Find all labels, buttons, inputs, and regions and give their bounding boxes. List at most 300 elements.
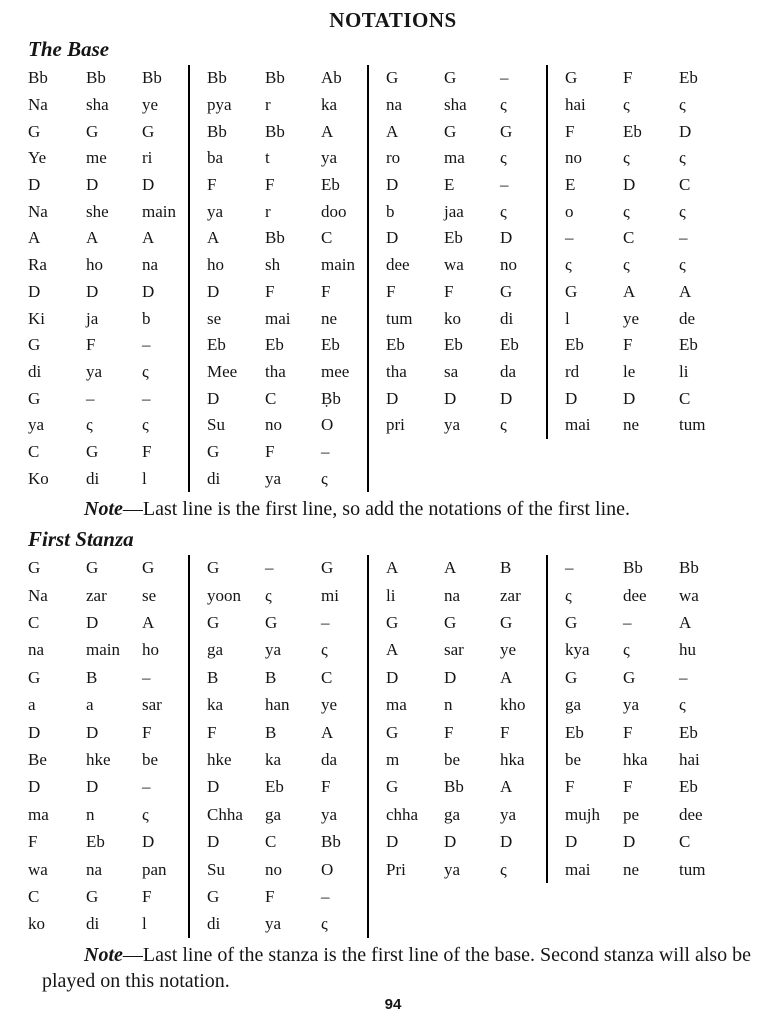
note-label: Note — [84, 498, 123, 520]
notation-cell: A — [679, 613, 692, 633]
notation-cell: ς — [321, 640, 328, 660]
notation-cell: ya — [500, 804, 517, 824]
notation-cell: D — [28, 722, 41, 742]
notation-cell: Na — [28, 95, 48, 115]
notation-cell: G — [86, 121, 99, 141]
notation-cell: han — [265, 695, 290, 715]
notation-cell: D — [207, 832, 220, 852]
notation-cell: kya — [565, 640, 590, 660]
notation-cell: ya — [321, 804, 338, 824]
notation-cell: r — [265, 201, 271, 221]
notation-cell: G — [28, 121, 41, 141]
notation-cell: ς — [500, 415, 507, 435]
notation-cell: pe — [623, 804, 640, 824]
notation-cell: mai — [565, 415, 591, 435]
notation-cell: A — [386, 121, 399, 141]
notation-cell: ς — [86, 415, 93, 435]
notation-cell: Bb — [265, 228, 285, 248]
notation-cell: F — [207, 175, 217, 195]
notation-cell: F — [623, 335, 633, 355]
notation-cell: ne — [623, 415, 640, 435]
notation-cell: A — [386, 558, 399, 578]
notation-cell: n — [444, 695, 453, 715]
notation-cell: di — [86, 468, 100, 488]
notation-cell: D — [500, 228, 513, 248]
section-heading-first-stanza: First Stanza — [28, 526, 134, 551]
notation-cell: mee — [321, 361, 350, 381]
notation-cell: Eb — [679, 722, 698, 742]
notation-cell: sa — [444, 361, 459, 381]
notation-cell: F — [623, 722, 633, 742]
notation-cell: Bb — [142, 68, 162, 88]
notation-cell: ς — [142, 415, 149, 435]
notation-cell: main — [142, 201, 176, 221]
note-label: Note — [84, 944, 123, 967]
notation-cell: C — [265, 388, 277, 408]
notation-cell: be — [142, 750, 159, 770]
notation-cell: A — [679, 281, 692, 301]
notation-cell: ς — [565, 585, 572, 605]
notation-cell: F — [623, 68, 633, 88]
notation-cell: hai — [565, 95, 586, 115]
notation-cell: ς — [623, 255, 630, 275]
notation-cell: D — [500, 388, 513, 408]
notation-cell: ye — [142, 95, 159, 115]
notation-cell: ς — [623, 148, 630, 168]
notation-cell: – — [679, 667, 688, 687]
notation-cell: na — [28, 640, 45, 660]
notation-cell: ς — [500, 148, 507, 168]
notation-cell: F — [265, 175, 275, 195]
notation-cell: tha — [265, 361, 286, 381]
notation-cell: zar — [86, 585, 107, 605]
notation-cell: D — [86, 175, 99, 195]
notation-cell: ka — [321, 95, 338, 115]
notation-cell: D — [679, 121, 692, 141]
notation-cell: G — [142, 558, 155, 578]
notation-cell: Eb — [565, 722, 584, 742]
notation-cell: F — [207, 722, 217, 742]
notation-cell: C — [679, 388, 691, 408]
notation-cell: F — [86, 335, 96, 355]
notation-cell: Bb — [321, 832, 341, 852]
notation-cell: ga — [565, 695, 582, 715]
notation-cell: A — [207, 228, 220, 248]
notation-cell: A — [86, 228, 99, 248]
notation-cell: a — [28, 695, 36, 715]
notation-cell: mujh — [565, 804, 600, 824]
notation-cell: hke — [207, 750, 232, 770]
notation-cell: ya — [623, 695, 640, 715]
notation-cell: A — [28, 228, 41, 248]
notation-cell: ς — [679, 201, 686, 221]
notation-group — [369, 555, 548, 884]
section-heading-base: The Base — [28, 37, 110, 61]
notation-cell: pri — [386, 415, 405, 435]
notation-cell: Na — [28, 585, 48, 605]
notation-cell: dee — [679, 804, 703, 824]
notation-cell: da — [500, 361, 517, 381]
notation-cell: C — [265, 832, 277, 852]
notation-cell: na — [86, 859, 103, 879]
notation-cell: A — [321, 121, 334, 141]
notation-cell: hai — [679, 750, 700, 770]
notation-cell: C — [28, 441, 40, 461]
notation-cell: – — [565, 228, 574, 248]
notation-cell: F — [265, 886, 275, 906]
notation-cell: G — [500, 613, 513, 633]
notation-cell: Ab — [321, 68, 342, 88]
notation-cell: D — [207, 281, 220, 301]
notation-group — [28, 65, 190, 492]
notation-cell: D — [500, 832, 513, 852]
notation-cell: F — [623, 777, 633, 797]
notation-cell: Bb — [444, 777, 464, 797]
notation-cell: A — [142, 613, 155, 633]
notation-cell: D — [86, 722, 99, 742]
notation-cell: F — [444, 281, 454, 301]
notation-cell: sh — [265, 255, 281, 275]
notation-cell: B — [500, 558, 512, 578]
notation-cell: Bb — [623, 558, 643, 578]
notation-cell: be — [444, 750, 461, 770]
notation-cell: G — [28, 388, 41, 408]
notation-cell: na — [386, 95, 403, 115]
notation-cell: E — [444, 175, 455, 195]
notation-cell: F — [142, 722, 152, 742]
notation-cell: G — [207, 558, 220, 578]
notation-cell: ya — [207, 201, 224, 221]
notation-cell: D — [142, 832, 155, 852]
notation-cell: di — [86, 914, 100, 934]
notation-cell: B — [265, 667, 277, 687]
notation-group — [190, 65, 369, 492]
notation-cell: ς — [142, 361, 149, 381]
notation-cell: Pri — [386, 859, 406, 879]
notation-cell: ko — [28, 914, 45, 934]
notation-cell: mai — [565, 859, 591, 879]
notation-cell: D — [142, 175, 155, 195]
notation-table-first-stanza — [28, 555, 758, 938]
notation-cell: G — [142, 121, 155, 141]
notation-cell: G — [444, 613, 457, 633]
notation-cell: C — [679, 175, 691, 195]
notation-cell: ς — [679, 255, 686, 275]
notation-cell: G — [386, 777, 399, 797]
notation-cell: D — [623, 388, 636, 408]
notation-cell: ya — [265, 468, 282, 488]
note-text: —Last line is the first line, so add the notations of the first line. — [122, 498, 631, 520]
notation-cell: – — [679, 228, 688, 248]
notation-cell: Ko — [28, 468, 49, 488]
notation-cell: no — [500, 255, 517, 275]
notation-cell: Su — [207, 415, 225, 435]
notation-cell: B — [86, 667, 98, 687]
notation-cell: – — [565, 558, 574, 578]
notation-cell: G — [28, 558, 41, 578]
notation-cell: ς — [265, 585, 272, 605]
notation-cell: A — [142, 228, 155, 248]
notation-cell: wa — [444, 255, 464, 275]
notation-cell: rd — [565, 361, 580, 381]
notation-cell: G — [207, 886, 220, 906]
notation-cell: ga — [444, 804, 461, 824]
notation-cell: Bb — [28, 68, 48, 88]
notation-cell: G — [265, 613, 278, 633]
notation-cell: ya — [265, 914, 282, 934]
notation-cell: se — [142, 585, 157, 605]
notation-cell: C — [623, 228, 635, 248]
notation-cell: Be — [28, 750, 47, 770]
notation-cell: D — [28, 281, 41, 301]
notation-cell: F — [265, 441, 275, 461]
notation-cell: ro — [386, 148, 401, 168]
notation-group — [28, 555, 190, 938]
notation-cell: me — [86, 148, 107, 168]
notation-cell: wa — [28, 859, 48, 879]
notation-cell: G — [623, 667, 636, 687]
notation-cell: na — [444, 585, 461, 605]
notation-cell: Ḅb — [321, 388, 341, 408]
notation-cell: Eb — [386, 335, 405, 355]
notation-cell: – — [86, 388, 95, 408]
notation-cell: D — [565, 388, 578, 408]
notation-cell: Chha — [207, 804, 243, 824]
notation-cell: D — [444, 832, 457, 852]
notation-cell: ς — [321, 914, 328, 934]
notation-cell: G — [565, 667, 578, 687]
notation-cell: D — [444, 667, 457, 687]
notation-cell: C — [28, 613, 40, 633]
notation-cell: b — [142, 308, 151, 328]
notation-cell: A — [623, 281, 636, 301]
notation-cell: – — [142, 777, 151, 797]
notation-cell: D — [623, 175, 636, 195]
notation-cell: ς — [679, 95, 686, 115]
notation-cell: mai — [265, 308, 291, 328]
notation-cell: se — [207, 308, 222, 328]
notation-cell: Na — [28, 201, 48, 221]
notation-cell: tum — [679, 415, 706, 435]
notation-cell: F — [444, 722, 454, 742]
notation-group — [190, 555, 369, 938]
notation-cell: li — [679, 361, 689, 381]
notation-cell: G — [386, 613, 399, 633]
notation-cell: A — [386, 640, 399, 660]
notation-cell: ba — [207, 148, 224, 168]
notation-cell: sha — [444, 95, 467, 115]
notation-cell: D — [86, 613, 99, 633]
notation-cell: Eb — [265, 777, 284, 797]
notation-cell: sar — [444, 640, 464, 660]
notation-cell: Eb — [265, 335, 284, 355]
notation-cell: – — [142, 335, 151, 355]
notation-cell: F — [142, 886, 152, 906]
notation-cell: l — [565, 308, 570, 328]
notation-cell: F — [565, 121, 575, 141]
notation-cell: da — [321, 750, 338, 770]
notation-cell: D — [28, 175, 41, 195]
notation-cell: ye — [321, 695, 338, 715]
notation-cell: ri — [142, 148, 153, 168]
notation-cell: ya — [28, 415, 45, 435]
notation-cell: Eb — [679, 777, 698, 797]
notation-cell: ja — [86, 308, 99, 328]
notation-cell: de — [679, 308, 696, 328]
notation-cell: ho — [86, 255, 103, 275]
notation-cell: A — [500, 667, 513, 687]
notation-cell: D — [386, 228, 399, 248]
notation-cell: Bb — [265, 121, 285, 141]
notation-cell: sha — [86, 95, 109, 115]
notation-cell: ka — [207, 695, 224, 715]
notation-cell: ς — [321, 468, 328, 488]
note-base — [28, 497, 758, 523]
notation-cell: ye — [623, 308, 640, 328]
notation-cell: F — [321, 777, 331, 797]
notation-cell: G — [444, 121, 457, 141]
notation-cell: Ye — [28, 148, 47, 168]
notation-cell: Eb — [444, 228, 463, 248]
notation-cell: Ki — [28, 308, 45, 328]
notation-cell: A — [500, 777, 513, 797]
notation-cell: b — [386, 201, 395, 221]
notation-cell: ς — [623, 201, 630, 221]
notation-group — [369, 65, 548, 439]
notation-cell: C — [321, 667, 333, 687]
notation-cell: Su — [207, 859, 225, 879]
notation-cell: chha — [386, 804, 419, 824]
notation-cell: o — [565, 201, 574, 221]
notation-cell: C — [28, 886, 40, 906]
notation-cell: l — [142, 914, 147, 934]
notation-cell: ς — [623, 640, 630, 660]
notation-cell: sar — [142, 695, 162, 715]
notation-cell: ya — [265, 640, 282, 660]
notation-cell: hka — [623, 750, 648, 770]
notation-cell: ya — [444, 859, 461, 879]
notation-cell: ς — [500, 95, 507, 115]
notation-cell: Eb — [321, 335, 340, 355]
notation-cell: dee — [623, 585, 647, 605]
notation-cell: Mee — [207, 361, 238, 381]
notation-cell: G — [28, 335, 41, 355]
notation-cell: Eb — [623, 121, 642, 141]
notation-cell: ga — [265, 804, 282, 824]
notation-cell: D — [207, 388, 220, 408]
notation-cell: Bb — [86, 68, 106, 88]
notation-cell: – — [500, 68, 509, 88]
notation-cell: jaa — [444, 201, 464, 221]
notation-cell: – — [265, 558, 274, 578]
notation-cell: n — [86, 804, 95, 824]
notation-cell: ma — [28, 804, 49, 824]
notation-cell: G — [386, 68, 399, 88]
notation-cell: Eb — [679, 335, 698, 355]
notation-cell: tha — [386, 361, 407, 381]
notation-cell: l — [142, 468, 147, 488]
notation-cell: D — [444, 388, 457, 408]
notation-cell: G — [565, 613, 578, 633]
notation-cell: ς — [565, 255, 572, 275]
notation-cell: ς — [500, 859, 507, 879]
notation-cell: F — [386, 281, 396, 301]
notation-cell: Eb — [500, 335, 519, 355]
notation-group — [548, 65, 725, 439]
notation-cell: D — [86, 281, 99, 301]
notation-cell: B — [207, 667, 219, 687]
notation-cell: O — [321, 415, 334, 435]
notation-cell: le — [623, 361, 636, 381]
notation-cell: E — [565, 175, 576, 195]
notation-cell: G — [500, 121, 513, 141]
notation-cell: F — [321, 281, 331, 301]
notation-cell: ma — [444, 148, 465, 168]
notation-cell: O — [321, 859, 334, 879]
notation-cell: Ra — [28, 255, 47, 275]
notation-cell: F — [265, 281, 275, 301]
notation-cell: di — [28, 361, 42, 381]
notation-cell: G — [207, 441, 220, 461]
notation-cell: main — [86, 640, 120, 660]
notation-cell: Eb — [679, 68, 698, 88]
notation-cell: ye — [500, 640, 517, 660]
notation-cell: hka — [500, 750, 525, 770]
notation-cell: Bb — [679, 558, 699, 578]
notation-cell: D — [207, 777, 220, 797]
notation-cell: F — [142, 441, 152, 461]
notation-cell: D — [386, 667, 399, 687]
notation-cell: D — [142, 281, 155, 301]
notation-cell: G — [86, 886, 99, 906]
notation-cell: ς — [623, 95, 630, 115]
notation-cell: A — [321, 722, 334, 742]
notation-cell: yoon — [207, 585, 241, 605]
notation-cell: tum — [386, 308, 413, 328]
notation-cell: – — [142, 667, 151, 687]
notation-cell: ς — [679, 148, 686, 168]
notation-cell: C — [679, 832, 691, 852]
notation-cell: she — [86, 201, 109, 221]
note-text: —Last line of the stanza is the first line of the base. Second stanza will also be played on this notation. — [42, 944, 752, 992]
notation-cell: ga — [207, 640, 224, 660]
notation-cell: D — [565, 832, 578, 852]
notation-cell: ya — [86, 361, 103, 381]
notation-cell: a — [86, 695, 94, 715]
notation-cell: t — [265, 148, 270, 168]
notation-cell: doo — [321, 201, 347, 221]
notation-cell: D — [386, 175, 399, 195]
notation-cell: F — [28, 832, 38, 852]
notation-cell: F — [565, 777, 575, 797]
notation-cell: B — [265, 722, 277, 742]
notation-cell: ho — [142, 640, 159, 660]
notation-cell: no — [565, 148, 582, 168]
notation-cell: m — [386, 750, 400, 770]
notation-cell: – — [142, 388, 151, 408]
notation-cell: G — [86, 558, 99, 578]
notation-cell: Bb — [207, 68, 227, 88]
notation-cell: r — [265, 95, 271, 115]
notation-cell: wa — [679, 585, 699, 605]
notation-cell: di — [207, 468, 221, 488]
notation-cell: li — [386, 585, 396, 605]
notation-cell: G — [565, 281, 578, 301]
notation-cell: di — [207, 914, 221, 934]
notation-cell: D — [28, 777, 41, 797]
notation-cell: zar — [500, 585, 521, 605]
notation-cell: D — [623, 832, 636, 852]
